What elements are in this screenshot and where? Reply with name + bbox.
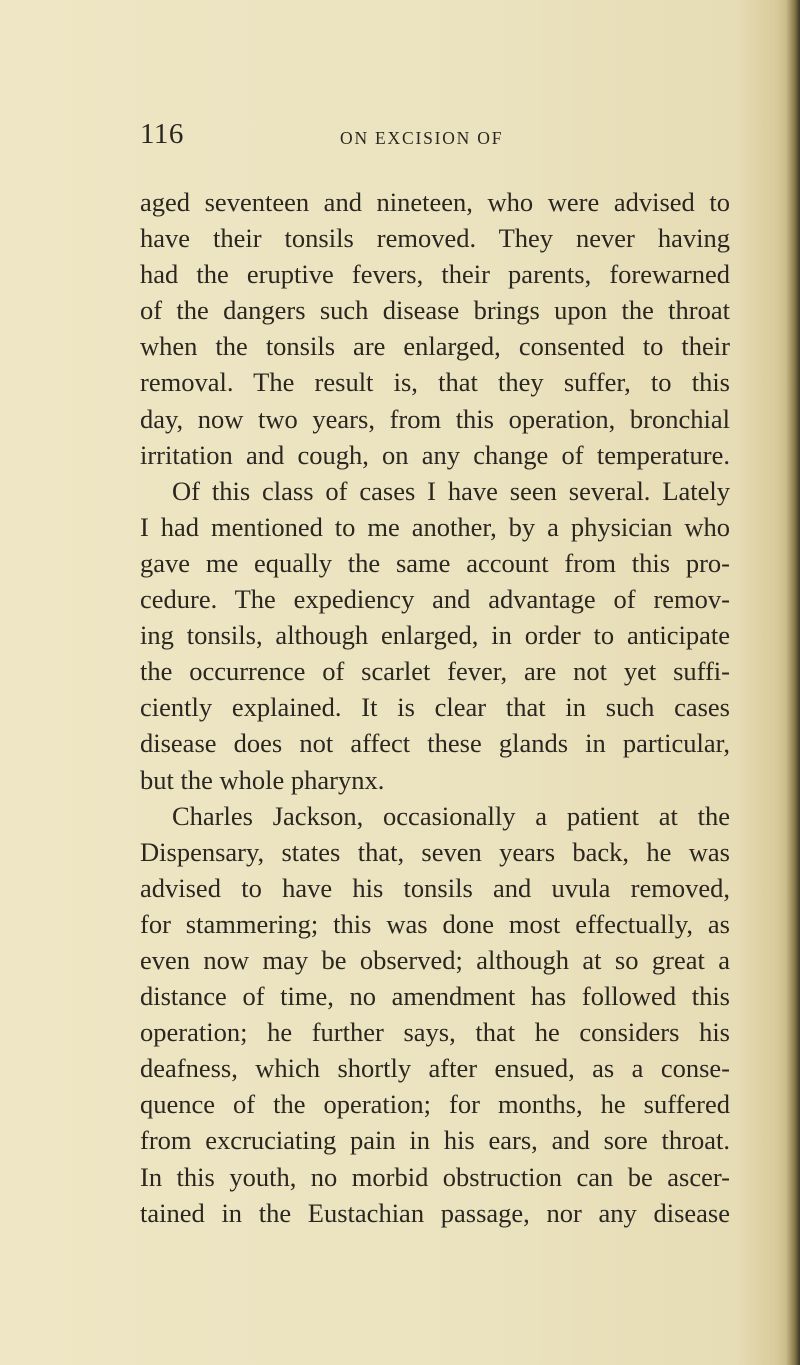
text-line: when the tonsils are enlarged, consented to their <box>140 331 730 362</box>
text-line: quence of the operation; for months, he suffered <box>140 1089 730 1120</box>
paragraph-start-line: Charles Jackson, occasionally a patient at the <box>172 800 730 831</box>
text-line: have their tonsils removed. They never having <box>140 223 730 254</box>
paragraph-start-line: Of this class of cases I have seen several. Lately <box>172 475 730 506</box>
text-line: cedure. The expediency and advantage of remov- <box>140 584 730 615</box>
text-line: advised to have his tonsils and uvula removed, <box>140 872 730 903</box>
text-line: day, now two years, from this operation, bronchial <box>140 403 730 434</box>
text-line: even now may be observed; although at so great a <box>140 944 730 975</box>
text-line: ing tonsils, although enlarged, in order to anticipate <box>140 620 730 651</box>
running-head: ON EXCISION OF <box>340 128 504 148</box>
body-text <box>140 184 730 1231</box>
page-header <box>140 118 740 158</box>
text-line: for stammering; this was done most effectually, as <box>140 908 730 939</box>
paragraph-end-line: but the whole pharynx. <box>140 764 385 795</box>
text-line: tained in the Eustachian passage, nor any disease <box>140 1197 730 1228</box>
text-line: of the dangers such disease brings upon the throat <box>140 295 730 326</box>
text-line: ciently explained. It is clear that in such cases <box>140 692 730 723</box>
text-line: deafness, which shortly after ensued, as a conse- <box>140 1053 730 1084</box>
page-edge-shadow <box>786 0 800 1365</box>
page-number: 116 <box>140 118 184 150</box>
text-line: disease does not affect these glands in particular, <box>140 728 730 759</box>
text-line: gave me equally the same account from this pro- <box>140 547 730 578</box>
text-line: aged seventeen and nineteen, who were advised to <box>140 187 730 217</box>
text-line: I had mentioned to me another, by a physician who <box>140 511 730 542</box>
text-line: irritation and cough, on any change of temperature. <box>140 439 730 470</box>
text-line: Dispensary, states that, seven years back, he was <box>140 836 730 867</box>
text-line: removal. The result is, that they suffer, to this <box>140 367 730 398</box>
text-line: the occurrence of scarlet fever, are not yet suffi- <box>140 656 730 687</box>
text-line: In this youth, no morbid obstruction can be ascer- <box>140 1161 730 1192</box>
text-line: had the eruptive fevers, their parents, forewarned <box>140 259 730 290</box>
text-line: operation; he further says, that he considers his <box>140 1017 730 1048</box>
text-line: from excruciating pain in his ears, and sore throat. <box>140 1125 730 1156</box>
text-line: distance of time, no amendment has followed this <box>140 981 730 1012</box>
